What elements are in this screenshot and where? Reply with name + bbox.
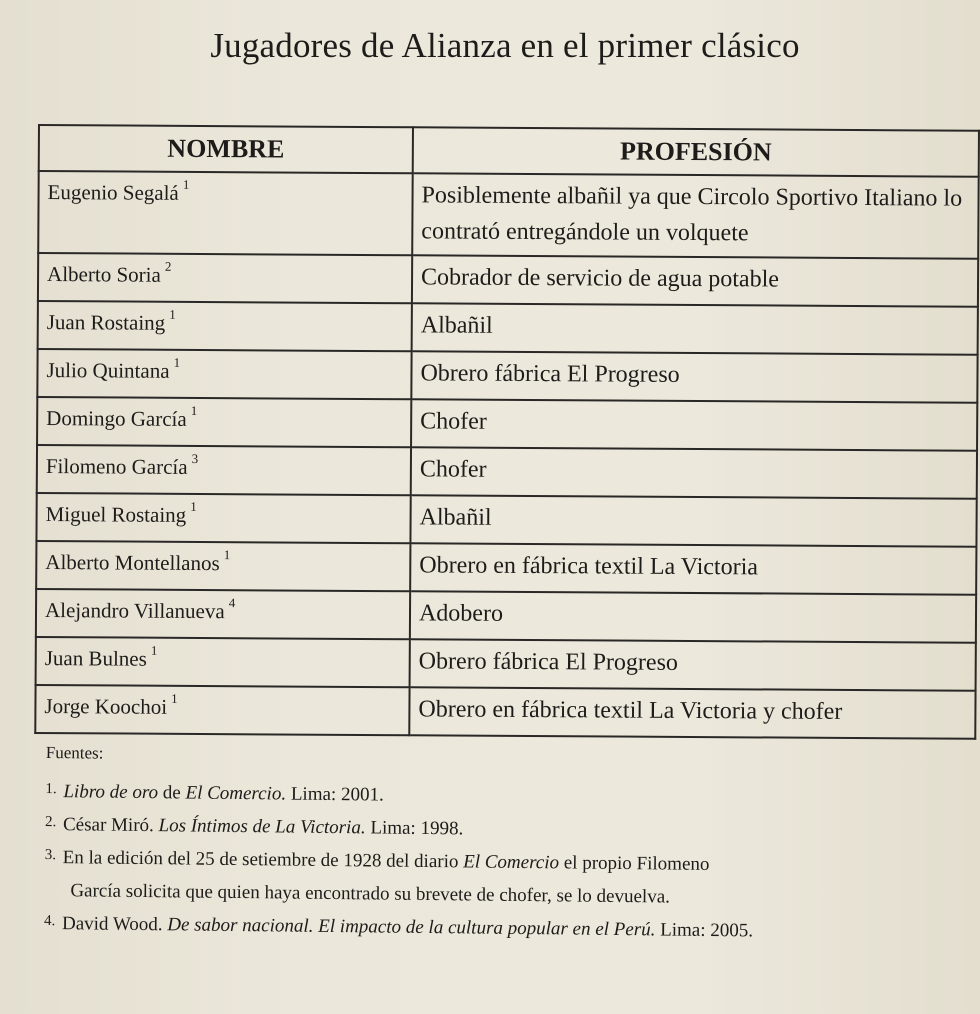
source-number: 1. <box>45 780 57 798</box>
footnote-ref: 1 <box>190 498 197 514</box>
footnote-ref: 3 <box>191 450 199 466</box>
source-text: Lima: 1998. <box>365 817 464 840</box>
source-text: De sabor nacional. El impacto de la cultura popular en el Perú. <box>167 914 656 941</box>
profession-cell: Obrero en fábrica textil La Victoria <box>410 543 976 594</box>
profession-cell: Posiblemente albañil ya que Circolo Sportivo Italiano lo contrató entregándole un volquete <box>412 173 978 258</box>
profession-cell: Obrero en fábrica textil La Victoria y chofer <box>409 687 975 738</box>
source-text: García solicita que quien haya encontrado su brevete de chofer, se lo devuelva. <box>70 880 671 908</box>
footnote-ref: 1 <box>169 306 176 322</box>
player-name-cell <box>38 171 412 255</box>
source-text: Los Íntimos de La Victoria. <box>158 815 366 839</box>
footnote-ref: 4 <box>228 595 236 611</box>
player-name-cell <box>37 349 411 399</box>
profession-cell: Chofer <box>411 447 977 498</box>
footnote-ref: 1 <box>173 354 181 370</box>
player-name-cell <box>36 493 410 543</box>
player-name: Juan Rostaing <box>46 310 166 335</box>
source-text: El Comercio. <box>185 782 287 805</box>
footnote-ref: 1 <box>150 642 158 658</box>
table-row <box>35 685 975 739</box>
player-name-cell <box>38 301 412 351</box>
footnote-ref: 1 <box>223 547 231 563</box>
players-table <box>34 124 980 740</box>
profession-cell: Obrero fábrica El Progreso <box>411 351 977 402</box>
profession-cell: Obrero fábrica El Progreso <box>410 639 976 690</box>
player-name-cell <box>37 445 411 495</box>
footnote-ref: 1 <box>190 402 198 418</box>
source-number: 3. <box>44 846 57 864</box>
player-name-cell <box>36 541 410 591</box>
profession-cell: Adobero <box>410 591 976 642</box>
footnote-ref: 1 <box>182 176 190 192</box>
header-profesion: PROFESIÓN <box>413 127 979 176</box>
player-name-cell <box>38 253 412 303</box>
table-row <box>37 445 977 499</box>
player-name-cell <box>36 637 410 687</box>
player-name: Alejandro Villanueva <box>44 598 225 624</box>
player-name: Juan Bulnes <box>44 646 147 671</box>
source-text: El Comercio <box>463 851 560 874</box>
player-name: Alberto Montellanos <box>45 550 220 576</box>
header-nombre: NOMBRE <box>39 125 413 173</box>
source-text: César Miró. <box>62 814 159 837</box>
table-row <box>37 349 977 403</box>
table-row <box>36 493 976 547</box>
table-row <box>38 301 978 355</box>
player-name: Eugenio Segalá <box>47 180 179 205</box>
sources-section <box>44 736 976 950</box>
footnote-ref: 1 <box>171 690 178 706</box>
player-name: Jorge Koochoi <box>44 694 168 719</box>
page-title: Jugadores de Alianza en el primer clásico <box>210 26 800 65</box>
table-row <box>36 589 976 643</box>
profession-cell: Chofer <box>411 399 977 450</box>
sources-heading: Fuentes: <box>45 742 104 763</box>
table-row <box>38 171 978 259</box>
source-text: En la edición del 25 de setiembre de 1928 del diario <box>62 847 464 873</box>
player-name: Alberto Soria <box>47 262 161 287</box>
table-header-row <box>39 125 979 177</box>
table-row <box>38 253 978 307</box>
sources-list <box>44 775 976 950</box>
player-name-cell <box>36 589 410 639</box>
source-number: 4. <box>43 912 56 930</box>
source-text: Lima: 2001. <box>286 783 384 806</box>
source-text: David Wood. <box>61 913 168 936</box>
source-text: Lima: 2005. <box>655 919 754 942</box>
player-name-cell <box>35 685 409 735</box>
profession-cell: Albañil <box>412 303 978 354</box>
source-text: de <box>157 782 186 804</box>
player-name-cell <box>37 397 411 447</box>
player-name: Filomeno García <box>45 454 188 479</box>
player-name: Julio Quintana <box>46 358 170 383</box>
source-number: 2. <box>45 813 57 831</box>
table-row <box>36 541 976 595</box>
player-name: Domingo García <box>46 406 187 431</box>
profession-cell: Albañil <box>410 495 976 546</box>
table-row <box>37 397 977 451</box>
footnote-ref: 2 <box>164 258 172 274</box>
source-text: el propio Filomeno <box>558 852 710 875</box>
table-row <box>36 637 976 691</box>
player-name: Miguel Rostaing <box>45 502 187 527</box>
source-text: Libro de oro <box>63 781 159 804</box>
profession-cell: Cobrador de servicio de agua potable <box>412 255 978 306</box>
